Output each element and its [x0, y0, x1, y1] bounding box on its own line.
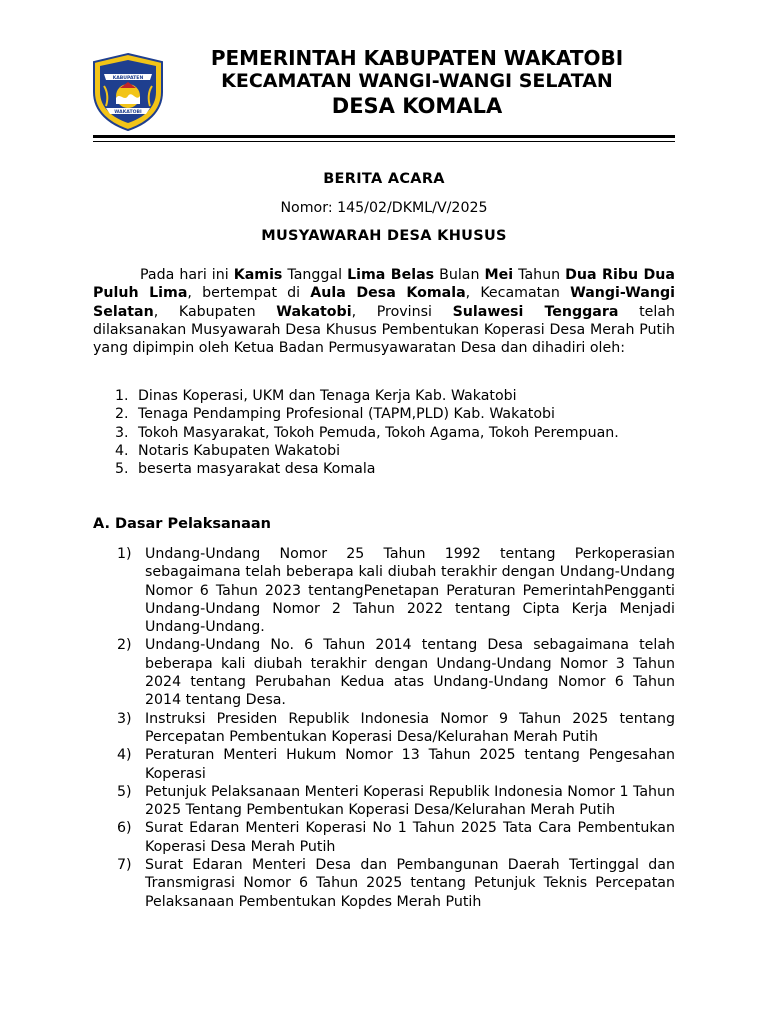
list-number: 4. [115, 442, 129, 459]
logo-text-top: KABUPATEN [112, 76, 144, 81]
intro-date: Lima Belas [347, 267, 435, 283]
list-text: Undang-Undang Nomor 25 Tahun 1992 tentang Perkoperasian sebagaimana telah beberapa kali diubah terakhir dengan Undang-Undang Nomor 6 Tahun 2023 tentangPenetapan Peraturan PemerintahPengganti Undang-Undang Nomor 2 Tahun 2022 tentang Cipta Kerja Menjadi Undang-Undang. [145, 546, 675, 636]
intro-subdistrict: Wangi-Wangi Selatan [93, 285, 675, 320]
list-item [93, 783, 675, 820]
legal-basis-list [93, 545, 675, 911]
intro-text: , Provinsi [351, 303, 453, 320]
list-number: 2) [117, 637, 132, 654]
list-text: Dinas Koperasi, UKM dan Tenaga Kerja Kab. Wakatobi [138, 388, 517, 404]
intro-regency: Wakatobi [276, 303, 352, 320]
document-title: BERITA ACARA [323, 171, 445, 187]
list-text: Instruksi Presiden Republik Indonesia Nomor 9 Tahun 2025 tentang Percepatan Pembentukan Koperasi Desa/Kelurahan Merah Putih [145, 710, 675, 745]
document-number: Nomor: 145/02/DKML/V/2025 [280, 200, 488, 216]
list-number: 1. [115, 388, 129, 404]
attendee-list [93, 387, 675, 478]
list-item [93, 405, 675, 423]
list-item [93, 387, 675, 405]
letterhead-village: DESA KOMALA [331, 94, 503, 118]
list-number: 5. [115, 461, 129, 478]
letterhead-government: PEMERINTAH KABUPATEN WAKATOBI [210, 46, 624, 70]
intro-text: telah dilaksanakan Musyawarah Desa Khusus Pembentukan Koperasi Desa Merah Putih yang dipimpin oleh Ketua Badan Permusyawaratan Desa dan dihadiri oleh: [93, 303, 676, 357]
intro-text: Tanggal [282, 267, 348, 283]
list-number: 7) [117, 857, 132, 874]
intro-month: Mei [484, 267, 514, 283]
list-item [93, 460, 675, 478]
list-text: Notaris Kabupaten Wakatobi [138, 442, 341, 459]
intro-venue: Aula Desa Komala [310, 285, 466, 302]
list-item [93, 442, 675, 460]
intro-text: , Kabupaten [153, 303, 277, 320]
list-text: beserta masyarakat desa Komala [138, 461, 376, 478]
list-text: Petunjuk Pelaksanaan Menteri Koperasi Republik Indonesia Nomor 1 Tahun 2025 Tentang Pembentukan Koperasi Desa/Kelurahan Merah Putih [145, 783, 675, 819]
intro-text: , Kecamatan [465, 285, 571, 302]
list-number: 3) [117, 710, 132, 727]
letterhead [182, 46, 652, 120]
letterhead-divider-thick [93, 135, 675, 138]
list-item [93, 636, 675, 709]
list-item [93, 424, 675, 442]
wakatobi-coat-of-arms-icon [90, 52, 166, 132]
list-text: Peraturan Menteri Hukum Nomor 13 Tahun 2025 tentang Pengesahan Koperasi [145, 747, 675, 782]
intro-paragraph [93, 266, 675, 357]
letterhead-divider-thin [93, 141, 675, 142]
intro-text: , bertempat di [187, 285, 311, 302]
list-number: 4) [117, 747, 132, 764]
intro-text: Tahun [513, 267, 566, 283]
list-number: 1) [117, 546, 132, 562]
list-text: Tokoh Masyarakat, Tokoh Pemuda, Tokoh Agama, Tokoh Perempuan. [138, 424, 619, 441]
list-text: Surat Edaran Menteri Desa dan Pembangunan Daerah Tertinggal dan Transmigrasi Nomor 6 Tahun 2025 tentang Petunjuk Teknis Percepatan Pelaksanaan Pembentukan Kopdes Merah Putih [145, 857, 675, 910]
list-number: 3. [115, 424, 129, 441]
document-subject: MUSYAWARAH DESA KHUSUS [261, 228, 507, 244]
intro-day: Kamis [233, 267, 283, 283]
list-item [93, 545, 675, 636]
list-text: Surat Edaran Menteri Koperasi No 1 Tahun 2025 Tata Cara Pembentukan Koperasi Desa Merah Putih [145, 820, 675, 855]
list-text: Undang-Undang No. 6 Tahun 2014 tentang Desa sebagaimana telah beberapa kali diubah terakhir dengan Undang-Undang Nomor 3 Tahun 2024 tentang Perubahan Kedua atas Undang-Undang Nomor 6 Tahun 2014 tentang Desa. [145, 637, 675, 709]
section-heading: A. Dasar Pelaksanaan [93, 516, 271, 532]
list-item [93, 819, 675, 856]
intro-text: Pada hari ini [140, 267, 234, 283]
list-item [93, 710, 675, 747]
list-text: Tenaga Pendamping Profesional (TAPM,PLD) Kab. Wakatobi [138, 406, 555, 423]
logo-text-bottom: WAKATOBI [114, 110, 142, 115]
intro-province: Sulawesi Tenggara [452, 303, 619, 320]
list-item [93, 856, 675, 911]
list-number: 2. [115, 406, 129, 423]
list-item [93, 746, 675, 783]
intro-year: Dua Ribu Dua Puluh Lima [93, 267, 675, 302]
list-number: 5) [117, 783, 132, 800]
list-number: 6) [117, 820, 132, 837]
intro-text: Bulan [434, 267, 485, 283]
letterhead-district: KECAMATAN WANGI-WANGI SELATAN [221, 70, 613, 92]
